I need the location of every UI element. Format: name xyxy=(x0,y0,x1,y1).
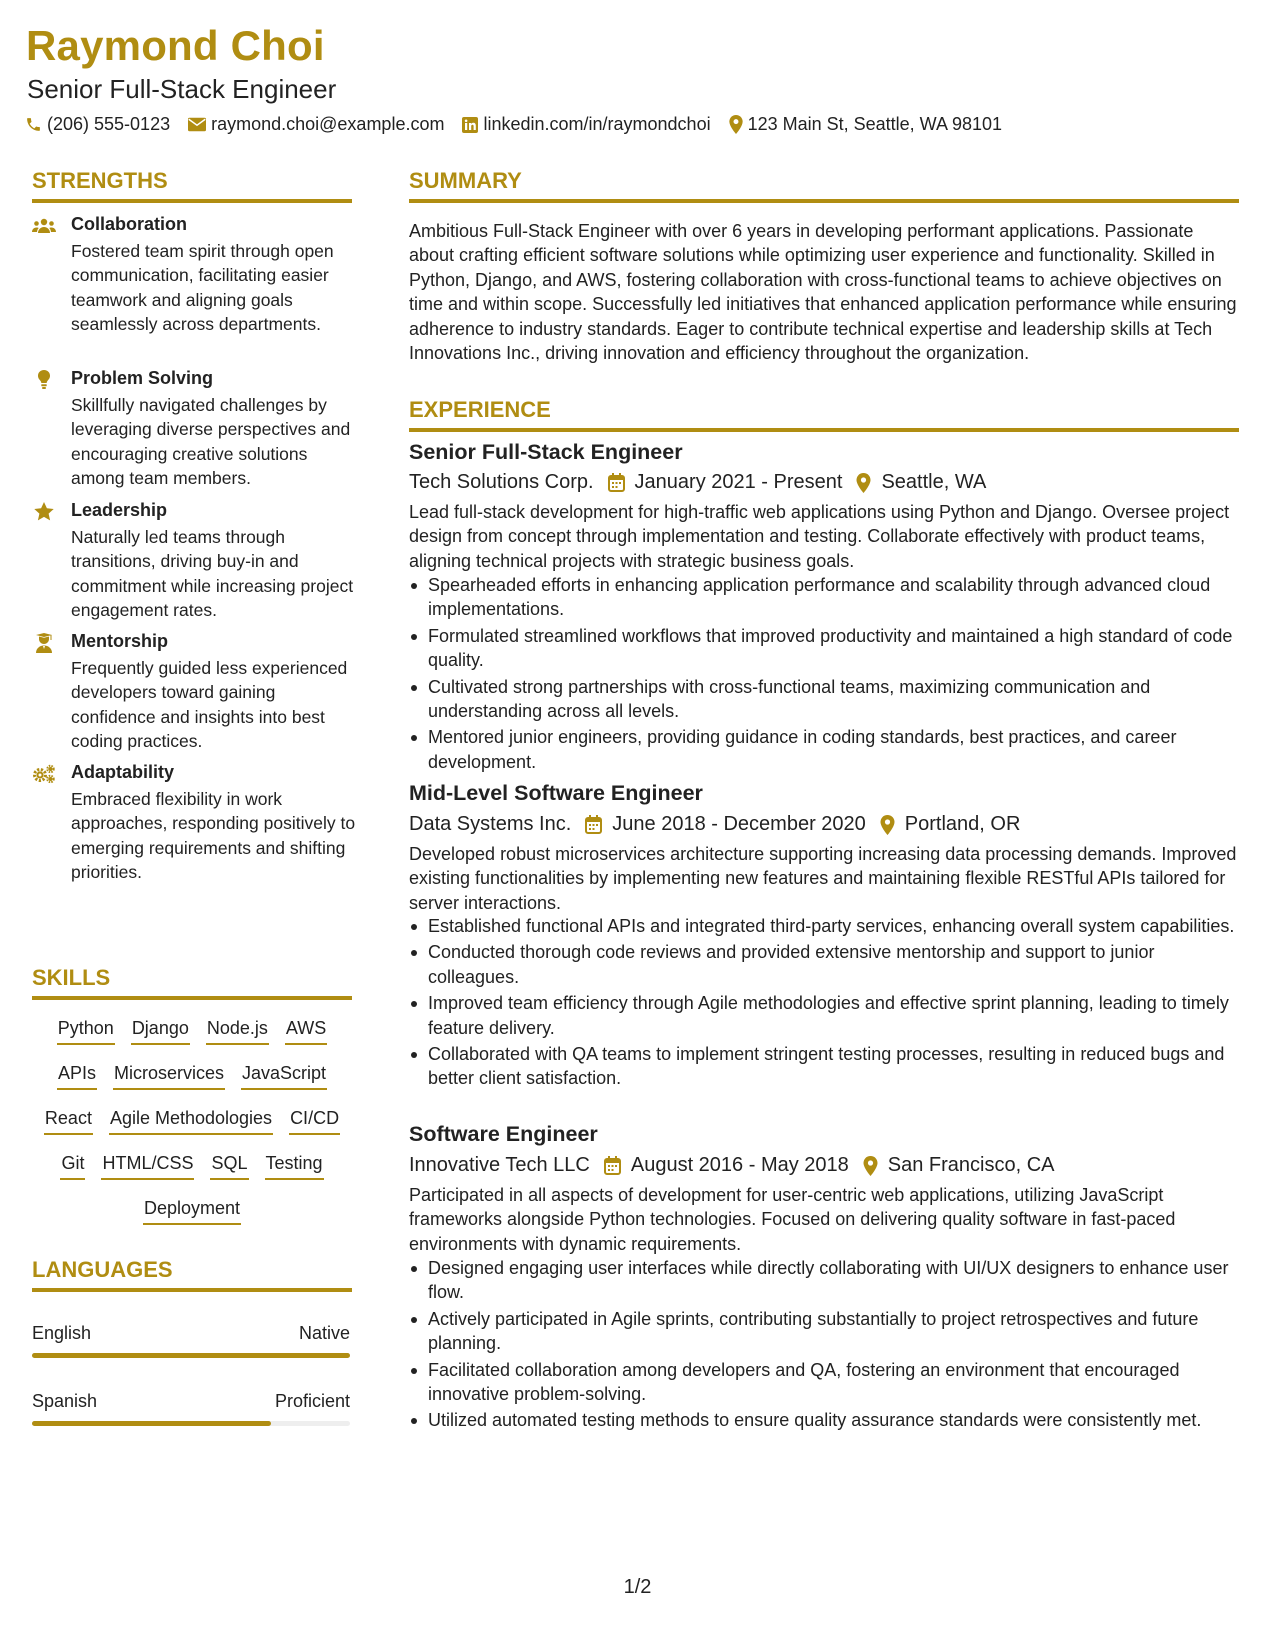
map-pin-icon xyxy=(880,815,895,835)
job-company: Tech Solutions Corp. xyxy=(409,471,594,493)
language-level: Proficient xyxy=(274,1391,350,1411)
skill-tag: Testing xyxy=(265,1151,324,1180)
job-description: Participated in all aspects of development for user-centric web applications, utilizing JavaScript frameworks alongside Python technologies. Focused on delivering quality software in fast-paced environments with dynamic requirements. xyxy=(409,1185,1176,1254)
strength-item xyxy=(32,214,352,354)
strength-title: Mentorship xyxy=(71,631,168,651)
job-location: Seattle, WA xyxy=(881,471,987,493)
graduate-icon xyxy=(32,633,56,653)
strength-item xyxy=(32,368,352,488)
skill-tag: Node.js xyxy=(206,1016,269,1045)
skill-tag: SQL xyxy=(210,1151,248,1180)
list-item: Conducted thorough code reviews and provided extensive mentorship and support to junior colleagues. xyxy=(409,940,1239,989)
job-location: San Francisco, CA xyxy=(887,1154,1055,1176)
contact-address-text: 123 Main St, Seattle, WA 98101 xyxy=(747,114,1003,134)
list-item: Designed engaging user interfaces while directly collaborating with UI/UX designers to enhance user flow. xyxy=(409,1256,1239,1305)
calendar-icon xyxy=(585,815,602,834)
skill-tag: Microservices xyxy=(113,1061,225,1090)
job-title: Software Engineer xyxy=(409,1122,598,1146)
skill-tag: JavaScript xyxy=(241,1061,327,1090)
candidate-name: Raymond Choi xyxy=(26,22,325,69)
languages-heading: LANGUAGES xyxy=(32,1257,173,1282)
job-dates: January 2021 - Present xyxy=(634,471,843,493)
skill-tag: HTML/CSS xyxy=(101,1151,194,1180)
contact-email-text[interactable]: raymond.choi@example.com xyxy=(211,114,445,134)
job-dates: August 2016 - May 2018 xyxy=(630,1154,849,1176)
skill-tag: Django xyxy=(131,1016,190,1045)
contact-phone xyxy=(25,114,170,135)
skills-row xyxy=(32,1016,352,1045)
skill-tag: React xyxy=(44,1106,93,1135)
job-dates: June 2018 - December 2020 xyxy=(612,813,866,835)
list-item: Improved team efficiency through Agile methodologies and effective sprint planning, leading to timely feature delivery. xyxy=(409,991,1239,1040)
job-bullets xyxy=(409,1256,1239,1435)
contact-bar xyxy=(25,114,1020,135)
calendar-icon xyxy=(608,473,625,492)
strength-description: Naturally led teams through transitions, driving buy-in and commitment while increasing project engagement rates. xyxy=(71,527,354,620)
strength-description: Frequently guided less experienced developers toward gaining confidence and insights into best coding practices. xyxy=(71,658,348,751)
linkedin-icon xyxy=(462,117,478,133)
job-company: Data Systems Inc. xyxy=(409,813,572,835)
job-location: Portland, OR xyxy=(904,813,1021,835)
job-bullets xyxy=(409,573,1239,776)
skill-tag: APIs xyxy=(57,1061,97,1090)
skill-tag: Git xyxy=(60,1151,85,1180)
calendar-icon xyxy=(604,1156,621,1175)
languages-divider xyxy=(32,1288,352,1292)
skills-row xyxy=(32,1061,352,1090)
list-item: Formulated streamlined workflows that improved productivity and maintained a high standard of code quality. xyxy=(409,624,1239,673)
job-meta xyxy=(409,471,986,494)
job-meta xyxy=(409,1154,1055,1177)
skills-list xyxy=(32,1016,352,1241)
strength-title: Adaptability xyxy=(71,762,175,782)
list-item: Facilitated collaboration among developers and QA, fostering an environment that encouraged innovative problem-solving. xyxy=(409,1358,1239,1407)
strength-title: Leadership xyxy=(71,500,168,520)
list-item: Collaborated with QA teams to implement stringent testing processes, resulting in reduced bugs and better client satisfaction. xyxy=(409,1042,1239,1091)
language-level-fill xyxy=(32,1353,350,1358)
lightbulb-icon xyxy=(32,370,56,390)
list-item: Mentored junior engineers, providing guidance in coding standards, best practices, and career development. xyxy=(409,725,1239,774)
language-name: Spanish xyxy=(32,1391,98,1411)
skill-tag: Agile Methodologies xyxy=(109,1106,273,1135)
strength-title: Collaboration xyxy=(71,214,187,234)
envelope-icon xyxy=(188,117,206,132)
map-pin-icon xyxy=(729,115,743,134)
summary-text: Ambitious Full-Stack Engineer with over 6 years in developing performant applications. Passionate about crafting efficient software solutions while optimizing user experience and functionality. Skilled in Python, Django, and AWS, fostering collaboration with cross-functional teams to achieve objectives on time and within scope. Successfully led initiatives that enhanced application performance while ensuring adherence to industry standards. Eager to contribute technical expertise and leadership skills at Tech Innovations Inc., driving innovation and efficiency throughout the organization. xyxy=(409,221,1237,364)
language-level: Native xyxy=(298,1323,350,1343)
job-description: Developed robust microservices architecture supporting increasing data processing demands. Improved existing functionalities by implementing new features and maintaining flexible RESTful APIs tailored for server interactions. xyxy=(409,844,1237,913)
map-pin-icon xyxy=(856,473,871,493)
map-pin-icon xyxy=(863,1156,878,1176)
summary-divider xyxy=(409,199,1239,203)
contact-phone-text: (206) 555-0123 xyxy=(47,114,171,134)
phone-icon xyxy=(25,116,42,133)
language-item xyxy=(32,1323,350,1363)
skill-tag: Deployment xyxy=(143,1196,241,1225)
strengths-divider xyxy=(32,199,352,203)
strength-title: Problem Solving xyxy=(71,368,214,388)
job-meta xyxy=(409,813,1020,836)
strength-description: Embraced flexibility in work approaches, responding positively to emerging requirements and shifting priorities. xyxy=(71,789,356,882)
gears-icon xyxy=(32,764,56,784)
contact-email[interactable] xyxy=(188,114,444,135)
strengths-heading: STRENGTHS xyxy=(32,168,168,193)
users-icon xyxy=(32,216,56,236)
skills-row xyxy=(32,1196,352,1225)
skill-tag: CI/CD xyxy=(289,1106,340,1135)
strength-description: Fostered team spirit through open communication, facilitating easier teamwork and aligning goals seamlessly across departments. xyxy=(71,241,334,334)
list-item: Cultivated strong partnerships with cross-functional teams, maximizing communication and understanding across all levels. xyxy=(409,675,1239,724)
candidate-title: Senior Full-Stack Engineer xyxy=(27,74,337,104)
language-level-bar xyxy=(32,1353,350,1358)
summary-heading: SUMMARY xyxy=(409,168,522,193)
language-name: English xyxy=(32,1323,92,1343)
list-item: Established functional APIs and integrated third-party services, enhancing overall system capabilities. xyxy=(409,914,1239,938)
page-number: 1/2 xyxy=(623,1576,652,1598)
contact-linkedin-text[interactable]: linkedin.com/in/raymondchoi xyxy=(483,114,711,134)
job-title: Senior Full-Stack Engineer xyxy=(409,440,683,464)
job-title: Mid-Level Software Engineer xyxy=(409,781,703,805)
language-level-bar xyxy=(32,1421,350,1426)
job-bullets xyxy=(409,914,1239,1093)
skills-row xyxy=(32,1151,352,1180)
list-item: Spearheaded efforts in enhancing application performance and scalability through advanced cloud implementations. xyxy=(409,573,1239,622)
job-description: Lead full-stack development for high-traffic web applications using Python and Django. Oversee project design from concept through implementation and testing. Collaborate effectively with product teams, aligning technical projects with strategic business goals. xyxy=(409,502,1230,571)
language-level-fill xyxy=(32,1421,271,1426)
skills-row xyxy=(32,1106,352,1135)
strength-item xyxy=(32,762,356,902)
language-item xyxy=(32,1391,350,1431)
experience-divider xyxy=(409,428,1239,432)
contact-linkedin[interactable] xyxy=(462,114,710,135)
strength-item xyxy=(32,631,352,751)
strength-description: Skillfully navigated challenges by leveraging diverse perspectives and encouraging creative solutions among team members. xyxy=(71,395,351,488)
list-item: Actively participated in Agile sprints, contributing substantially to project retrospectives and future planning. xyxy=(409,1307,1239,1356)
skills-heading: SKILLS xyxy=(32,965,111,990)
experience-heading: EXPERIENCE xyxy=(409,397,551,422)
skills-divider xyxy=(32,996,352,1000)
job-company: Innovative Tech LLC xyxy=(409,1154,590,1176)
strength-item xyxy=(32,500,352,620)
list-item: Utilized automated testing methods to ensure quality assurance standards were consistently met. xyxy=(409,1408,1239,1432)
skill-tag: Python xyxy=(57,1016,115,1045)
contact-address xyxy=(729,114,1003,135)
star-icon xyxy=(32,502,56,522)
skill-tag: AWS xyxy=(285,1016,327,1045)
